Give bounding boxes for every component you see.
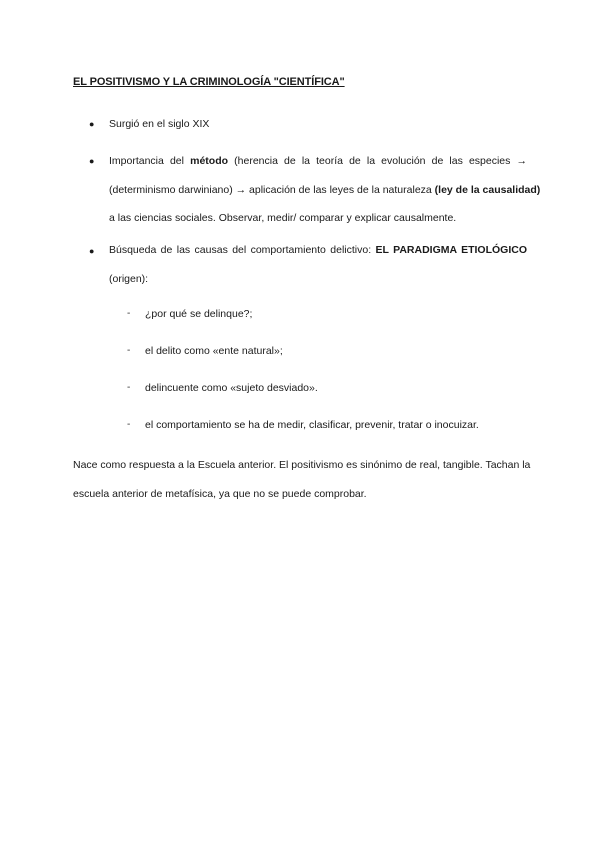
sub-item: delincuente como «sujeto desviado». bbox=[145, 382, 318, 394]
sub-item: el comportamiento se ha de medir, clasificar, prevenir, tratar o inocuizar. bbox=[145, 419, 479, 431]
sub-item: ¿por qué se delinque?; bbox=[145, 308, 253, 320]
bullet-line bbox=[109, 110, 527, 139]
bullet-line bbox=[109, 265, 527, 294]
dash-marker: - bbox=[127, 419, 131, 430]
bold-term: método bbox=[190, 155, 229, 167]
text-segment: (determinismo darwiniano) → aplicación de las leyes de la naturaleza bbox=[109, 183, 435, 196]
paragraph-line: Nace como respuesta a la Escuela anterior. El positivismo es sinónimo de real, tangible. Tachan la bbox=[73, 459, 531, 471]
bullet-line bbox=[109, 147, 527, 176]
bullet-item-3 bbox=[109, 236, 527, 293]
bullet-marker: ● bbox=[89, 246, 95, 256]
text-segment: (origen): bbox=[109, 272, 149, 285]
paragraph-line: escuela anterior de metafísica, ya que no se puede comprobar. bbox=[73, 487, 367, 500]
bold-term: EL PARADIGMA ETIOLÓGICO bbox=[375, 244, 527, 256]
closing-paragraph bbox=[73, 451, 531, 508]
dash-marker: - bbox=[127, 345, 131, 356]
dash-marker: - bbox=[127, 308, 131, 319]
text-segment: Búsqueda de las causas del comportamiento delictivo: bbox=[109, 244, 376, 256]
dash-marker: - bbox=[127, 382, 131, 393]
text-segment: a las ciencias sociales. Observar, medir/ comparar y explicar causalmente. bbox=[109, 212, 457, 224]
sub-item: el delito como «ente natural»; bbox=[145, 345, 283, 357]
bullet-marker: ● bbox=[89, 119, 95, 129]
bullet-line bbox=[109, 176, 541, 205]
text-segment: Surgió en el siglo XIX bbox=[109, 118, 210, 130]
bold-term: (ley de la causalidad) bbox=[434, 183, 541, 196]
bullet-item-2 bbox=[109, 147, 541, 233]
bullet-line bbox=[109, 236, 527, 265]
text-segment: Importancia del bbox=[109, 155, 191, 167]
bullet-line bbox=[109, 204, 527, 233]
page-title: EL POSITIVISMO Y LA CRIMINOLOGÍA "CIENTÍFICA" bbox=[73, 76, 345, 88]
text-segment: (herencia de la teoría de la evolución de las especies → bbox=[228, 155, 527, 167]
bullet-item-1 bbox=[109, 110, 527, 139]
bullet-marker: ● bbox=[89, 156, 95, 166]
